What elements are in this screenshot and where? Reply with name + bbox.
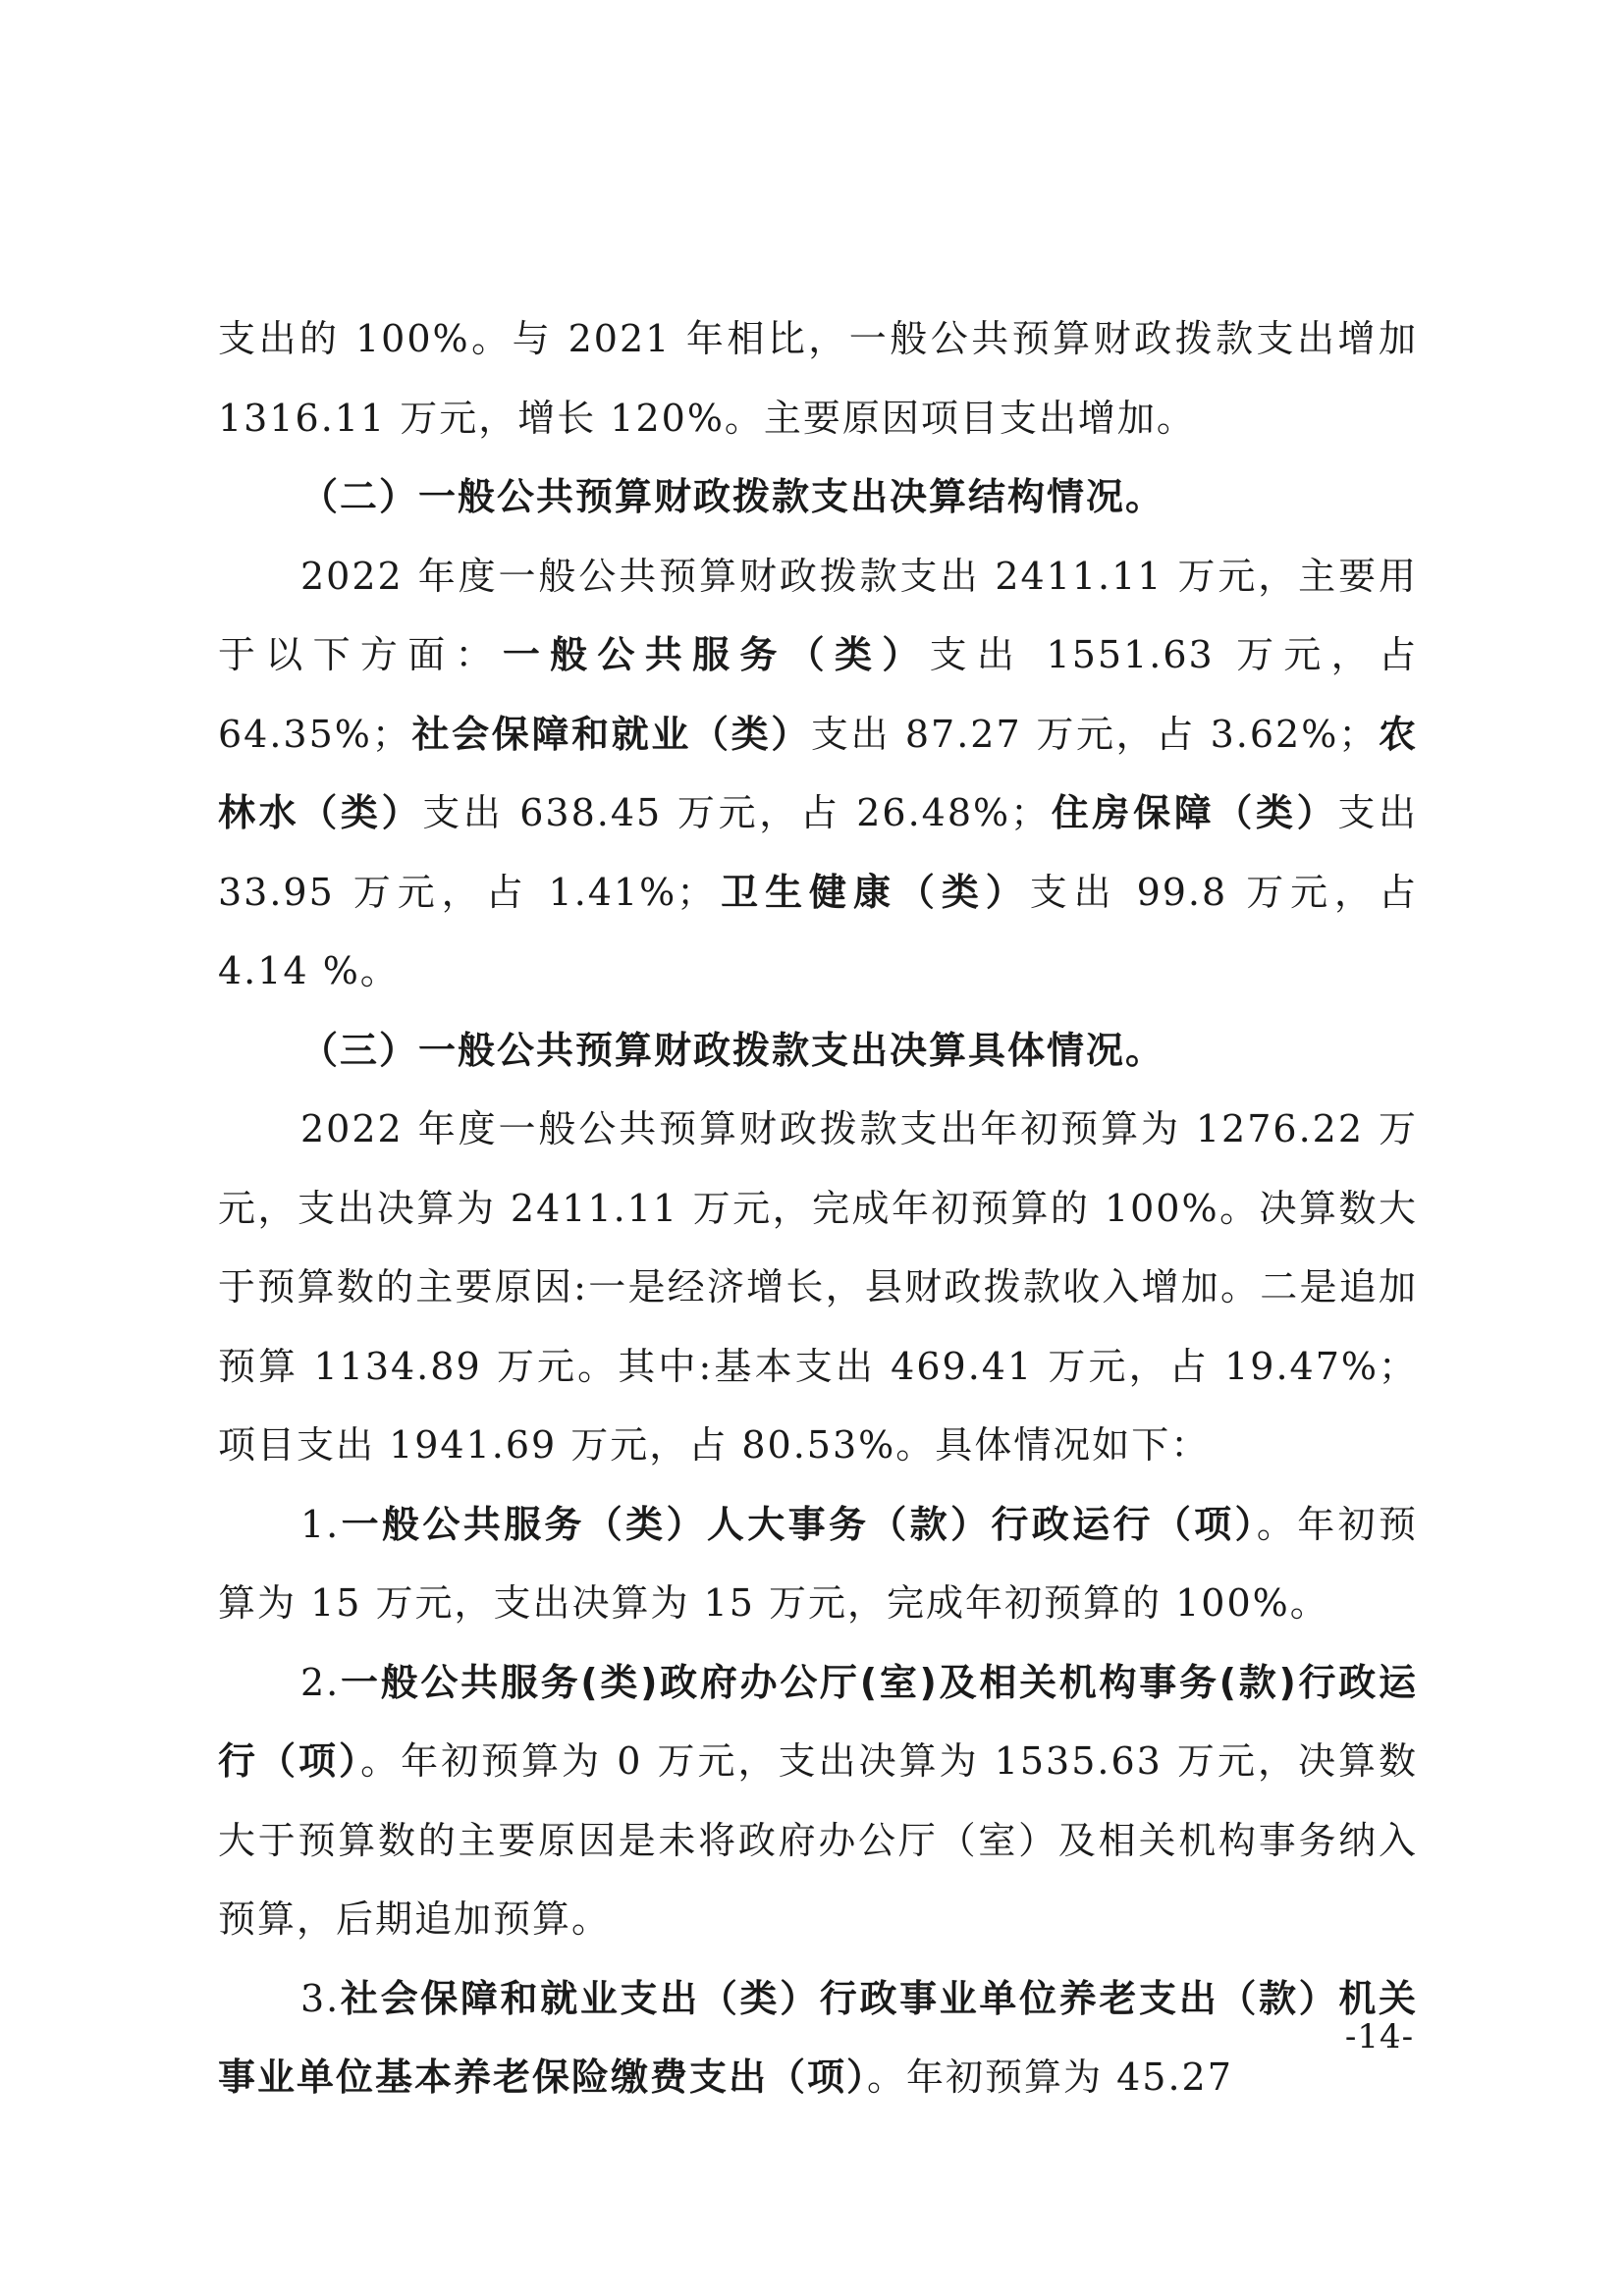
section-heading	[218, 457, 1418, 537]
body-paragraph	[218, 537, 1418, 1011]
text-run: 2022 年度一般公共预算财政拨款支出 2411.11 万元，主要用于以下方面：	[218, 554, 1418, 676]
bold-text-run: 一般公共服务（类）	[502, 633, 930, 676]
text-run: 支出的 100%。与 2021 年相比，一般公共预算财政拨款支出增加 1316.11 万元，增长 120%。主要原因项目支出增加。	[218, 317, 1418, 440]
text-run: 支出 638.45 万元，占 26.48%；	[422, 791, 1051, 834]
text-run: 支出 1551.63 万元，占 64.35%；	[218, 633, 1418, 756]
text-run: 3.	[300, 1976, 341, 2020]
text-run: 支出 99.8 万元，占 4.14 %。	[218, 870, 1418, 992]
section-heading	[218, 1011, 1418, 1091]
text-run: 1.	[300, 1502, 341, 1546]
text-run: 支出 33.95 万元，占 1.41%；	[218, 791, 1418, 914]
body-paragraph	[218, 1090, 1418, 1485]
bold-text-run: 社会保障和就业支出（类）行政事业单位养老支出（款）机关事业单位基本养老保险缴费支出（项）	[218, 1976, 1418, 2099]
body-paragraph	[218, 299, 1418, 457]
text-run: 2.	[300, 1660, 341, 1704]
text-run: 。年初预算为 15 万元，支出决算为 15 万元，完成年初预算的 100%。	[218, 1502, 1418, 1625]
bold-text-run: 住房保障（类）	[1050, 791, 1338, 834]
bold-text-run: （二）一般公共预算财政拨款支出决算结构情况。	[300, 475, 1165, 518]
bold-text-run: 农林水（类）	[218, 712, 1418, 834]
text-run: 2022 年度一般公共预算财政拨款支出年初预算为 1276.22 万元，支出决算为 2411.11 万元，完成年初预算的 100%。决算数大于预算数的主要原因:一是经济增长，县财政拨款收入增加。二是追加预算 1134.89 万元。其中:基本支出 469.41 万元，占 19.47%；项目支出 1941.69 万元，占 80.53%。具体情况如下：	[218, 1107, 1418, 1467]
bold-text-run: 一般公共服务（类）人大事务（款）行政运行（项）	[340, 1502, 1257, 1546]
bold-text-run: 卫生健康（类）	[716, 870, 1030, 914]
body-paragraph	[218, 1643, 1418, 1959]
document-body	[218, 299, 1418, 2117]
text-run: 。年初预算为 45.27	[867, 2056, 1233, 2099]
text-run: 。年初预算为 0 万元，支出决算为 1535.63 万元，决算数大于预算数的主要原因是未将政府办公厅（室）及相关机构事务纳入预算，后期追加预算。	[218, 1739, 1418, 1941]
text-run: 支出 87.27 万元，占 3.62%；	[810, 712, 1379, 756]
bold-text-run: （三）一般公共预算财政拨款支出决算具体情况。	[300, 1028, 1165, 1072]
bold-text-run: 社会保障和就业（类）	[410, 712, 811, 756]
page-number: -14-	[1344, 2017, 1415, 2056]
body-paragraph	[218, 1485, 1418, 1643]
body-paragraph	[218, 1959, 1418, 2117]
bold-text-run: 一般公共服务(类)政府办公厅(室)及相关机构事务(款)行政运行（项）	[218, 1660, 1418, 1783]
